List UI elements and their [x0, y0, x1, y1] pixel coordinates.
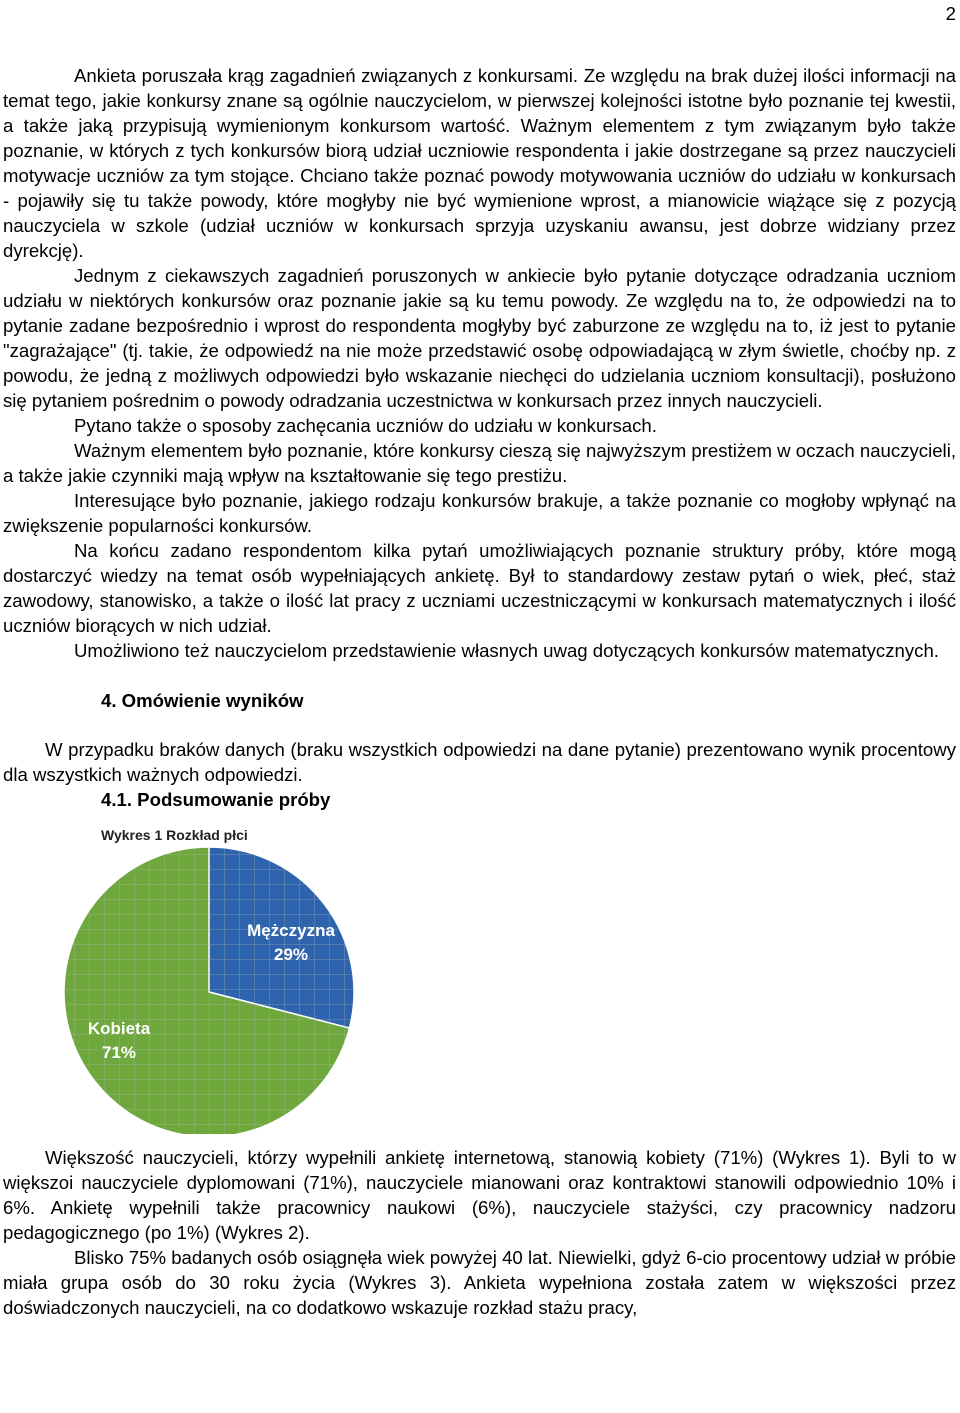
- paragraph: Ważnym elementem było poznanie, które konkursy cieszą się najwyższym prestiżem w oczach nauczycieli, a także jakie czynniki mają wpływ na kształtowanie się tego prestiżu.: [3, 440, 956, 486]
- section-intro: W przypadku braków danych (braku wszystkich odpowiedzi na dane pytanie) prezentowano wynik procentowy dla wszystkich ważnych odpowiedzi.: [3, 739, 956, 785]
- paragraph: Interesujące było poznanie, jakiego rodzaju konkursów brakuje, a także poznanie co mogłoby wpłynąć na zwiększenie popularności konkursów.: [3, 490, 956, 536]
- paragraph: Jednym z ciekawszych zagadnień poruszonych w ankiecie było pytanie dotyczące odradzania uczniom udziału w niektórych konkursów oraz poznanie jakie są ku temu powody. Ze względu na to, że odpowiedzi na to pytanie zadane bezpośrednio i wprost do respondenta mogłyby być zaburzone ze względu na to, iż jest to pytanie "zagrażające" (tj. takie, że odpowiedź na nie może przedstawić osobę odpowiadającą w złym świetle, choćby np. z powodu, że jedną z możliwych odpowiedzi było wskazanie niechęci do udzielania uczniom konsultacji), posłużono się pytaniem pośrednim o powody odradzania uczestnictwa w konkursach przez innych nauczycieli.: [3, 265, 956, 411]
- paragraph: Umożliwiono też nauczycielom przedstawienie własnych uwag dotyczących konkursów matematycznych.: [74, 640, 939, 661]
- paragraph: Ankieta poruszała krąg zagadnień związanych z konkursami. Ze względu na brak dużej ilości informacji na temat tego, jakie konkursy znane są ogólnie nauczycielom, w pierwszej kolejności istotne było poznanie tej kwestii, a także jaką przypisują wymienionym konkursom wartość. Ważnym elementem z tym związanym było także poznanie, w których z tych konkursów biorą udział uczniowie respondenta i jakie dostrzegane są przez nauczycieli motywacje uczniów za tym stojące. Chciano także poznać powody motywowania uczniów do udziału w konkursach - pojawiły się tu także powody, które mogłyby nie być wymienione wprost, a mianowicie wiążące się z pozycją nauczyciela w szkole (udział uczniów w konkursach sprzyja uzyskaniu awansu, jest dobrze widziany przez dyrekcję).: [3, 65, 956, 261]
- page-number: 2: [945, 3, 956, 24]
- slice-value-label: 71%: [101, 1043, 137, 1062]
- document-body: [3, 63, 956, 1320]
- subsection-heading: 4.1. Podsumowanie próby: [101, 789, 331, 810]
- chart-grid: [59, 844, 359, 1134]
- slice-label: Kobieta: [87, 1019, 151, 1038]
- paragraph: Blisko 75% badanych osób osiągnęła wiek powyżej 40 lat. Niewielki, gdyż 6-cio procentowy udział w próbie miała grupa osób do 30 roku życia (Wykres 3). Ankieta wypełniona została zatem w większości przez doświadczonych nauczycieli, na co dodatkowo wskazuje rozkład stażu pracy,: [3, 1247, 956, 1318]
- pie-chart-figure: [3, 824, 956, 1134]
- slice-label: Mężczyzna: [247, 921, 335, 940]
- chart-title: Wykres 1 Rozkład płci: [101, 827, 248, 843]
- slice-value-label: 29%: [273, 945, 309, 964]
- paragraph: Pytano także o sposoby zachęcania uczniów do udziału w konkursach.: [74, 415, 657, 436]
- paragraph: Na końcu zadano respondentom kilka pytań umożliwiających poznanie struktury próby, które mogą dostarczyć wiedzy na temat osób wypełniających ankietę. Był to standardowy zestaw pytań o wiek, płeć, staż zawodowy, stanowisko, a także o ilość lat pracy z uczniami uczestniczącymi w konkursach matematycznych i ilość uczniów biorących w nich udział.: [3, 540, 956, 636]
- pie-chart: [59, 824, 359, 1134]
- section-heading: 4. Omówienie wyników: [101, 690, 304, 711]
- paragraph: Większość nauczycieli, którzy wypełnili ankietę internetową, stanowią kobiety (71%) (Wykres 1). Byli to w większoi nauczyciele dyplomowani (71%), nauczyciele mianowani oraz kontraktowi stanowili odpowiednio 10% i 6%. Ankietę wypełnili także pracownicy naukowi (6%), nauczyciele stażyści, czy pracownicy nadzoru pedagogicznego (po 1%) (Wykres 2).: [3, 1147, 956, 1243]
